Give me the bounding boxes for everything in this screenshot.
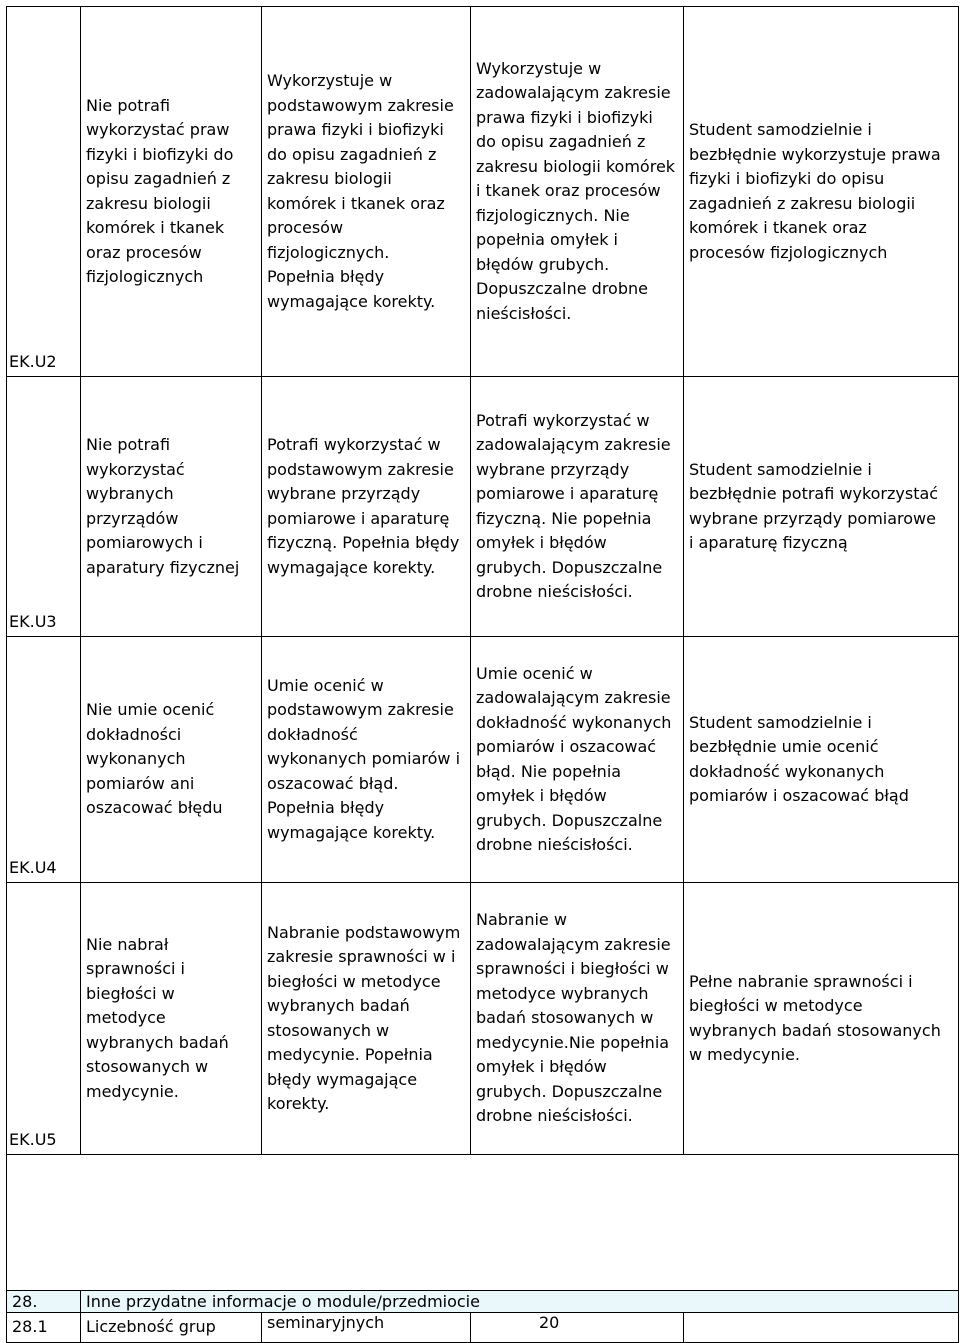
assessment-criteria-table: [6, 6, 959, 1343]
group-size-row: [7, 1313, 959, 1343]
subsection-number: 28.1: [7, 1313, 81, 1343]
section-header-row: [7, 1291, 959, 1313]
grade-2-criteria: Nie potrafi wykorzystać praw fizyki i biofizyki do opisu zagadnień z zakresu biologii komórek i tkanek oraz procesów fizjologicznych: [81, 7, 262, 377]
grade-5-criteria: Student samodzielnie i bezbłędnie umie ocenić dokładność wykonanych pomiarów i oszacować błąd: [684, 637, 959, 883]
table-row: [7, 637, 959, 883]
grade-4-criteria: Potrafi wykorzystać w zadowalającym zakresie wybrane przyrządy pomiarowe i aparaturę fizyczną. Nie popełnia omyłek i błędów grubych. Dopuszczalne drobne nieścisłości.: [471, 377, 684, 637]
outcome-code: EK.U4: [7, 637, 81, 883]
table-row: [7, 883, 959, 1155]
grade-3-criteria: Wykorzystuje w podstawowym zakresie prawa fizyki i biofizyki do opisu zagadnień z zakresu biologii komórek i tkanek oraz procesów fizjologicznych. Popełnia błędy wymagające korekty.: [262, 7, 471, 377]
grade-2-criteria: Nie potrafi wykorzystać wybranych przyrządów pomiarowych i aparatury fizycznej: [81, 377, 262, 637]
grade-5-criteria: Pełne nabranie sprawności i biegłości w metodyce wybranych badań stosowanych w medycynie.: [684, 883, 959, 1155]
group-type: seminaryjnych: [262, 1313, 471, 1343]
grade-4-criteria: Wykorzystuje w zadowalającym zakresie prawa fizyki i biofizyki do opisu zagadnień z zakresu biologii komórek i tkanek oraz procesów fizjologicznych. Nie popełnia omyłek i błędów grubych. Dopuszczalne drobne nieścisłości.: [471, 7, 684, 377]
grade-5-criteria: Student samodzielnie i bezbłędnie wykorzystuje prawa fizyki i biofizyki do opisu zagadnień z zakresu biologii komórek i tkanek oraz procesów fizjologicznych: [684, 7, 959, 377]
group-size-value: 20: [471, 1313, 684, 1343]
spacer-row: [7, 1155, 959, 1291]
grade-3-criteria: Potrafi wykorzystać w podstawowym zakresie wybrane przyrządy pomiarowe i aparaturę fizyczną. Popełnia błędy wymagające korekty.: [262, 377, 471, 637]
grade-3-criteria: Umie ocenić w podstawowym zakresie dokładność wykonanych pomiarów i oszacować błąd. Popełnia błędy wymagające korekty.: [262, 637, 471, 883]
grade-4-criteria: Umie ocenić w zadowalającym zakresie dokładność wykonanych pomiarów i oszacować błąd. Nie popełnia omyłek i błędów grubych. Dopuszczalne drobne nieścisłości.: [471, 637, 684, 883]
section-number: 28.: [7, 1291, 81, 1313]
table-row: [7, 377, 959, 637]
group-size-label: Liczebność grup: [81, 1313, 262, 1343]
outcome-code: EK.U2: [7, 7, 81, 377]
empty-cell: [684, 1313, 959, 1343]
outcome-code: EK.U3: [7, 377, 81, 637]
grade-3-criteria: Nabranie podstawowym zakresie sprawności w i biegłości w metodyce wybranych badań stosowanych w medycynie. Popełnia błędy wymagające korekty.: [262, 883, 471, 1155]
grade-2-criteria: Nie umie ocenić dokładności wykonanych pomiarów ani oszacować błędu: [81, 637, 262, 883]
grade-5-criteria: Student samodzielnie i bezbłędnie potrafi wykorzystać wybrane przyrządy pomiarowe i aparaturę fizyczną: [684, 377, 959, 637]
grade-4-criteria: Nabranie w zadowalającym zakresie sprawności i biegłości w metodyce wybranych badań stosowanych w medycynie.Nie popełnia omyłek i błędów grubych. Dopuszczalne drobne nieścisłości.: [471, 883, 684, 1155]
section-title: Inne przydatne informacje o module/przedmiocie: [81, 1291, 959, 1313]
table-row: [7, 7, 959, 377]
grade-2-criteria: Nie nabrał sprawności i biegłości w metodyce wybranych badań stosowanych w medycynie.: [81, 883, 262, 1155]
outcome-code: EK.U5: [7, 883, 81, 1155]
empty-cell: [7, 1155, 959, 1291]
